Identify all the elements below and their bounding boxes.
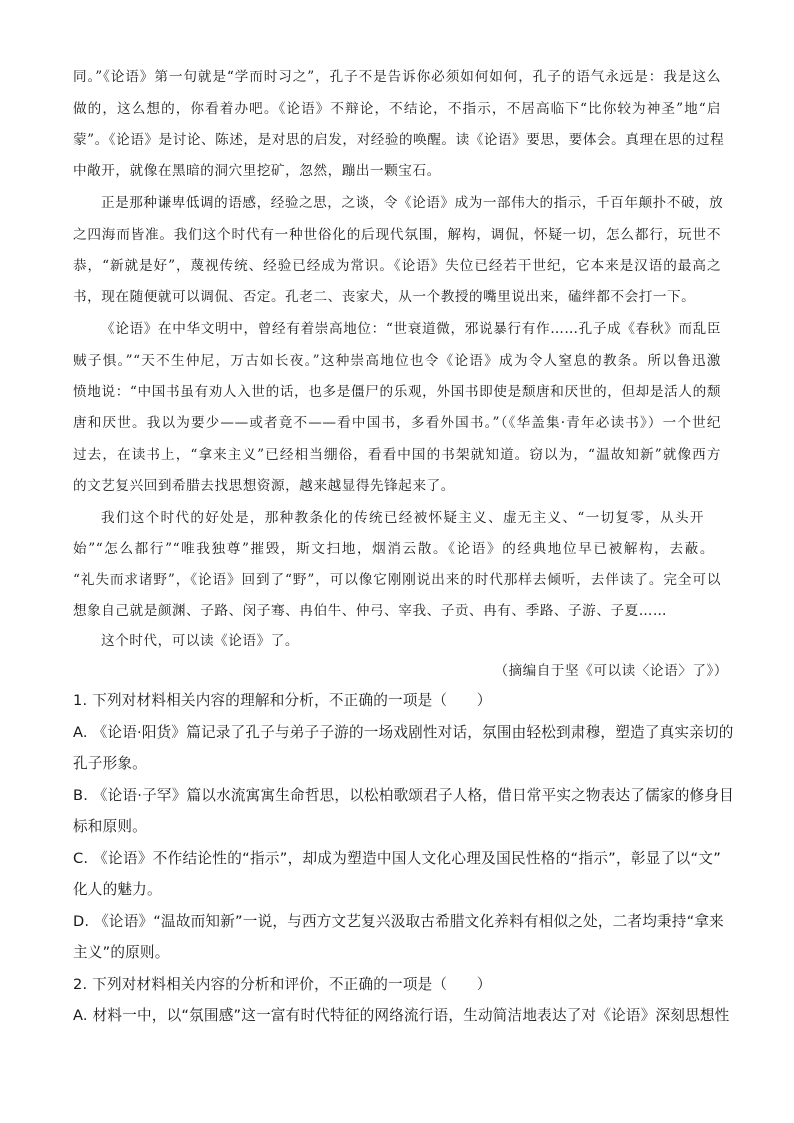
passage-line: 唐和厌世。我以为要少——或者竟不——看中国书，多看外国书。”（《华盖集·青年必读书》）一个世纪: [73, 415, 721, 431]
question-2-stem: 2. 下列对材料相关内容的分析和评价，不正确的一项是（ ）: [73, 976, 492, 993]
passage-line: 我们这个时代的好处是，那种教条化的传统已经被怀疑主义、虚无主义、“一切复零，从头开: [101, 510, 704, 526]
question-1-option-b: B. 《论语·子罕》篇以水流寓寓生命哲思，以松柏歌颂君子人格，借日常平实之物表达了儒家的修身目: [73, 787, 734, 804]
passage-line: 贼子惧。”“天不生仲尼，万古如长夜。”这种崇高地位也令《论语》成为令人窒息的教条。所以鲁迅激: [73, 353, 721, 369]
passage-line: “礼失而求诸野”，《论语》回到了“野”，可以像它刚刚说出来的时代那样去倾听，去伴读了。完全可以: [73, 572, 721, 588]
question-1-option-a-cont: 孔子形象。: [73, 755, 147, 772]
passage-line: 过去，在读书上，“拿来主义”已经相当绷俗，看看中国的书架就知道。窃以为，“温故知新”就像西方: [73, 447, 721, 463]
question-1-option-d: D. 《论语》“温故而知新”一说，与西方文艺复兴汲取古希腊文化养料有相似之处，二者均秉持“拿来: [73, 913, 724, 930]
passage-line: 做的，这么想的，你看着办吧。《论语》不辩论，不结论，不指示，不居高临下“比你较为神圣”地“启: [73, 101, 721, 117]
passage-line: 同。”《论语》第一句就是“学而时习之”，孔子不是告诉你必须如何如何，孔子的语气永远是：我是这么: [73, 69, 721, 85]
source-attribution: （摘编自于坚《可以读〈论语〉了》）: [494, 663, 728, 679]
question-1-option-c-cont: 化人的魅力。: [73, 881, 162, 898]
question-1-option-b-cont: 标和原则。: [73, 818, 147, 835]
question-1-option-c: C. 《论语》不作结论性的“指示”，却成为塑造中国人文化心理及国民性格的“指示”，彰显了以“文”: [73, 850, 721, 867]
passage-line: 始”“怎么都行”“唯我独尊”摧毁，斯文扫地，烟消云散。《论语》的经典地位早已被解构，去蔽。: [73, 541, 714, 557]
passage-line: 这个时代，可以读《论语》了。: [101, 633, 300, 649]
passage-line: 愤地说：“中国书虽有劝人入世的话，也多是僵尸的乐观，外国书即使是颓唐和厌世的，但却是活人的颓: [73, 384, 721, 400]
passage-line: 中敞开，就像在黑暗的洞穴里挖矿，忽然，蹦出一颗宝石。: [73, 163, 441, 179]
question-1-option-a: A. 《论语·阳货》篇记录了孔子与弟子子游的一场戏剧性对话，氛围由轻松到肃穆，塑造了真实亲切的: [73, 724, 734, 741]
passage-line: 恭，“新就是好”，蔑视传统、经验已经成为常识。《论语》失位已经若干世纪，它本来是汉语的最高之: [73, 258, 721, 274]
passage-line: 书，现在随便就可以调侃、否定。孔老二、丧家犬，从一个教授的嘴里说出来，磕绊都不会打一下。: [73, 289, 696, 305]
passage-line: 《论语》在中华文明中，曾经有着崇高地位：“世衰道微，邪说暴行有作……孔子成《春秋》而乱臣: [101, 321, 721, 337]
passage-line: 想象自己就是颜渊、子路、闵子骞、冉伯牛、仲弓、宰我、子贡、冉有、季路、子游、子夏……: [73, 603, 668, 619]
passage-line: 正是那种谦卑低调的语感，经验之思，之谈，令《论语》成为一部伟大的指示，千百年颠扑不破，放: [101, 195, 724, 211]
passage-line: 之四海而皆准。我们这个时代有一种世俗化的后现代氛围，解构，调侃，怀疑一切，怎么都行，玩世不: [73, 227, 721, 243]
question-1-stem: 1. 下列对材料相关内容的理解和分析，不正确的一项是（ ）: [73, 692, 492, 709]
passage-line: 蒙”。《论语》是讨论、陈述，是对思的启发，对经验的唤醒。读《论语》要思，要体会。真理在思的过程: [73, 132, 725, 148]
question-1-option-d-cont: 主义”的原则。: [73, 944, 170, 961]
question-2-option-a: A. 材料一中，以“氛围感”这一富有时代特征的网络流行语，生动简洁地表达了对《论语》深刻思想性: [73, 1007, 730, 1024]
passage-line: 的文艺复兴回到希腊去找思想资源，越来越显得先锋起来了。: [73, 478, 455, 494]
